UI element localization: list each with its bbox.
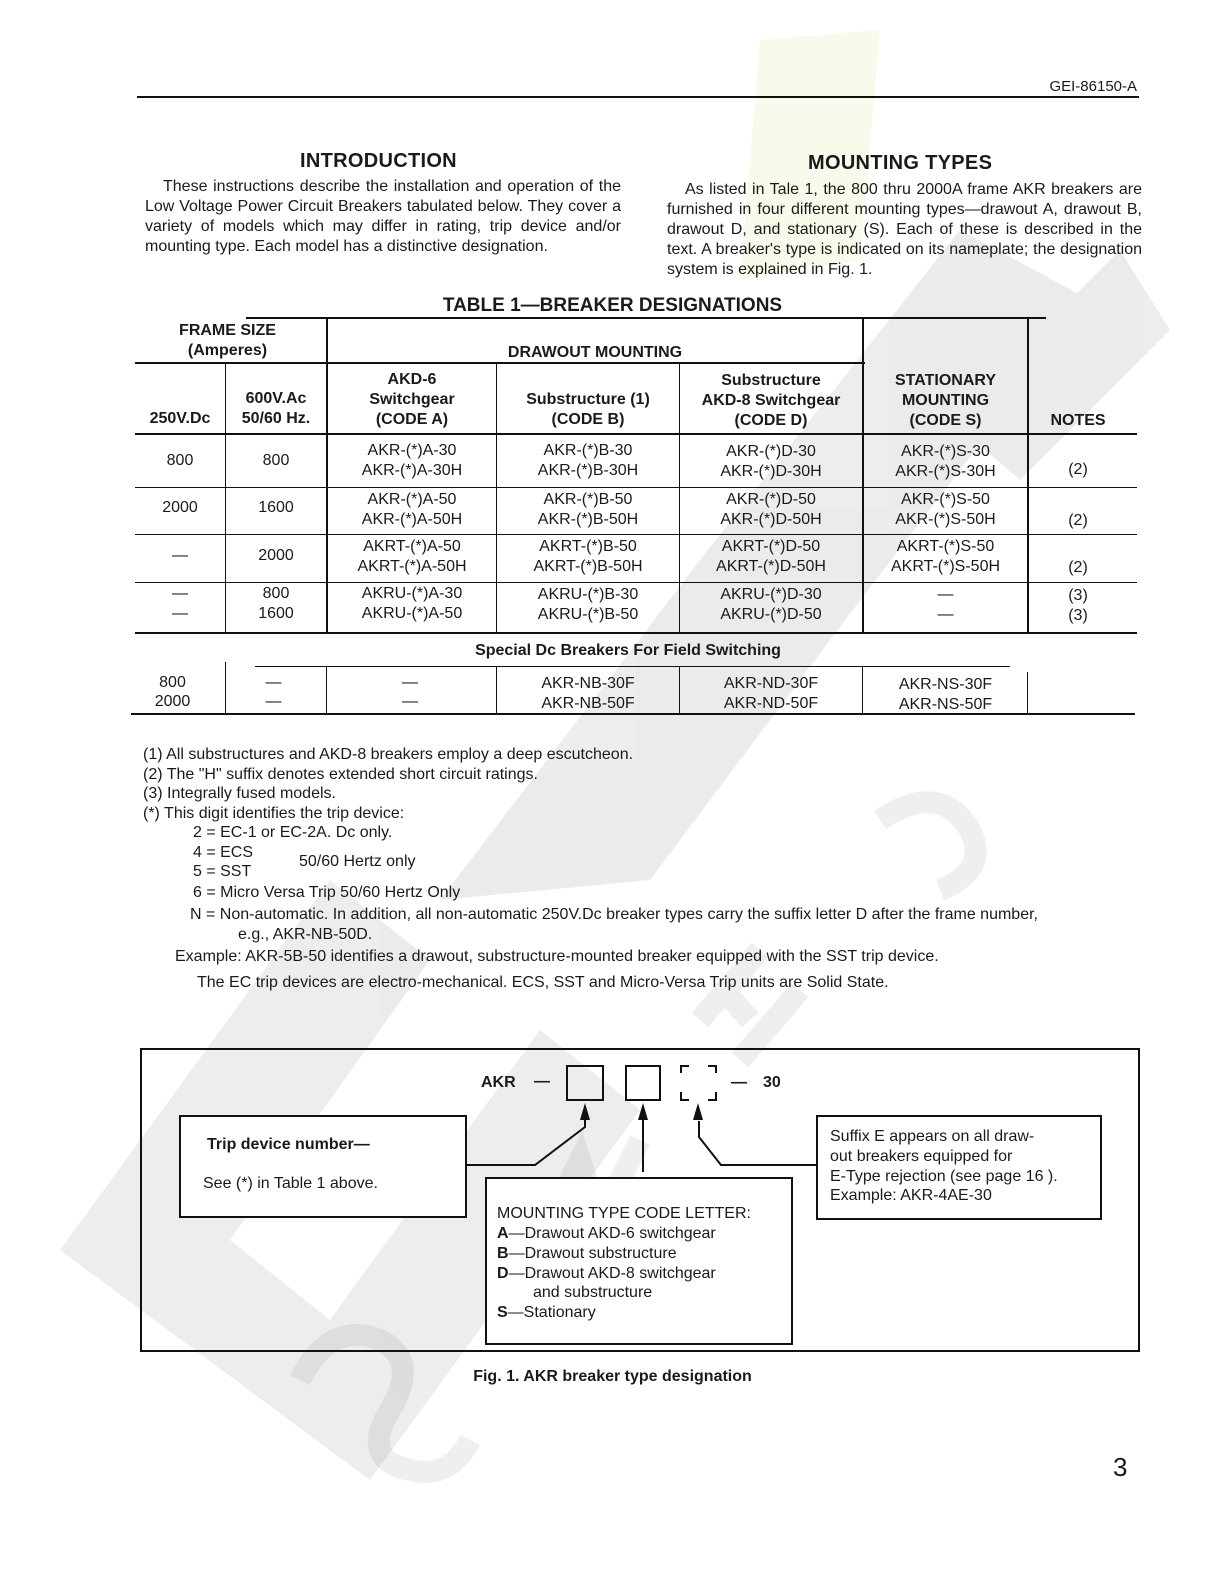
mounting-types-paragraph: As listed in Tale 1, the 800 thru 2000A frame AKR breakers are furnished in four different mounting types—drawout A, drawout B, drawout D, and stationary (S). Each of these is described in the text. A breaker's type is indicated on its nameplate; the designation system is explained in Fig. 1. <box>667 181 1142 278</box>
header-akd6-switchgear: Switchgear <box>369 391 455 408</box>
table-cell: — <box>172 605 188 622</box>
table-cell: AKR-NB-50F <box>541 695 635 712</box>
mounting-code-b: B—Drawout substructure <box>497 1245 677 1262</box>
trip-code-6: 6 = Micro Versa Trip 50/60 Hertz Only <box>193 883 461 901</box>
table-cell: AKR-(*)D-50 <box>726 491 816 508</box>
table-cell: 2000 <box>154 693 191 710</box>
trip-code-4-5-note: 50/60 Hertz only <box>299 852 416 870</box>
header-600vac: 600V.Ac <box>245 390 307 407</box>
mounting-code-d-cont: and substructure <box>533 1284 653 1301</box>
table-cell: AKR-(*)D-50H <box>720 511 822 528</box>
trip-code-5: 5 = SST <box>193 862 252 880</box>
trip-code-n: N = Non-automatic. In addition, all non-automatic 250V.Dc breaker types carry the suffix letter D after the frame number, <box>190 906 1038 923</box>
table-cell: AKR-ND-30F <box>723 675 819 692</box>
dash-separator: — <box>534 1073 550 1090</box>
table-cell: AKRU-(*)A-30 <box>361 585 463 602</box>
special-dc-title: Special Dc Breakers For Field Switching <box>475 642 781 659</box>
trip-device-title: Trip device number— <box>207 1136 370 1153</box>
header-code-d: (CODE D) <box>734 412 808 429</box>
note-1: (1) All substructures and AKD-8 breakers employ a deep escutcheon. <box>143 746 634 763</box>
table-cell: 800 <box>159 674 186 691</box>
header-notes: NOTES <box>1050 412 1106 429</box>
suffix-line-1: Suffix E appears on all draw- <box>830 1128 1035 1145</box>
table-cell: AKR-NB-30F <box>541 675 635 692</box>
table-cell: — <box>937 606 954 623</box>
table-cell: (3) <box>1068 607 1088 624</box>
header-substructure: Substructure (1) <box>526 391 650 408</box>
trip-code-n-example: e.g., AKR-NB-50D. <box>238 925 373 943</box>
header-akd6: AKD-6 <box>387 371 437 388</box>
document-number: GEI-86150-A <box>1049 78 1137 95</box>
table-cell: AKR-(*)S-50 <box>901 491 990 508</box>
table-cell: 2000 <box>162 499 198 516</box>
header-drawout-mounting: DRAWOUT MOUNTING <box>507 344 683 361</box>
note-3: (3) Integrally fused models. <box>143 785 336 802</box>
trip-code-4: 4 = ECS <box>193 843 254 861</box>
frame-code-box <box>567 1066 603 1100</box>
header-mounting: MOUNTING <box>901 392 990 409</box>
header-code-b: (CODE B) <box>551 411 625 428</box>
table-cell: — <box>172 585 188 602</box>
table-cell: AKR-(*)B-30H <box>537 462 639 479</box>
table-cell: (2) <box>1068 559 1088 576</box>
table-cell: AKR-(*)B-30 <box>543 442 633 459</box>
table-cell: AKR-(*)A-30H <box>361 462 463 479</box>
table-cell: (2) <box>1068 461 1088 478</box>
table-cell: 800 <box>166 452 194 469</box>
dash-separator: — <box>731 1074 747 1091</box>
table-cell: (3) <box>1068 587 1088 604</box>
mounting-code-a: A—Drawout AKD-6 switchgear <box>497 1225 716 1242</box>
trip-device-text: See (*) in Table 1 above. <box>203 1175 378 1192</box>
table-cell: AKR-(*)D-30H <box>720 463 822 480</box>
table-cell: AKR-(*)S-30 <box>901 443 990 460</box>
table-cell: AKRT-(*)B-50H <box>533 558 643 575</box>
introduction-heading: INTRODUCTION <box>300 150 457 172</box>
suffix-e-box <box>816 1115 1102 1220</box>
table-cell: AKRU-(*)D-50 <box>720 606 822 623</box>
table-cell: AKR-ND-50F <box>723 695 819 712</box>
figure-caption: Fig. 1. AKR breaker type designation <box>473 1368 752 1385</box>
trip-device-note: The EC trip devices are electro-mechanical. ECS, SST and Micro-Versa Trip units are Solid State. <box>197 973 889 991</box>
mounting-code-s: S—Stationary <box>497 1304 596 1321</box>
table-cell: AKR-(*)S-30H <box>895 463 996 480</box>
introduction-paragraph: These instructions describe the installation and operation of the Low Voltage Power Circuit Breakers tabulated below. They cover a variety of models which may differ in rating, trip device and/or mounting type. Each model has a distinctive designation. <box>145 178 621 255</box>
suffix-line-2: out breakers equipped for <box>830 1148 1013 1165</box>
table-cell: AKR-(*)A-30 <box>367 442 457 459</box>
designation-example: Example: AKR-5B-50 identifies a drawout, substructure-mounted breaker equipped with the SST trip device. <box>175 948 939 965</box>
table-cell: AKR-(*)A-50 <box>367 491 457 508</box>
table-cell: — <box>265 693 282 710</box>
trip-code-2: 2 = EC-1 or EC-2A. Dc only. <box>193 824 393 841</box>
table-cell: AKRU-(*)A-50 <box>361 605 463 622</box>
table-cell: — <box>402 693 418 710</box>
table-cell: AKR-NS-50F <box>898 696 993 713</box>
table-cell: AKRU-(*)D-30 <box>720 586 822 603</box>
table-cell: 1600 <box>258 605 294 622</box>
table-cell: AKRT-(*)S-50 <box>896 538 995 555</box>
suffix-code-box <box>681 1066 716 1100</box>
table-cell: AKR-(*)B-50 <box>543 491 633 508</box>
table-cell: AKRT-(*)B-50 <box>539 538 637 555</box>
table-cell: — <box>265 674 282 691</box>
table-cell: 1600 <box>258 499 294 516</box>
note-2: (2) The "H" suffix denotes extended short circuit ratings. <box>143 765 538 783</box>
suffix-line-4: Example: AKR-4AE-30 <box>830 1187 992 1204</box>
table-cell: AKRU-(*)B-30 <box>537 586 639 603</box>
table-cell: AKRT-(*)D-50H <box>716 558 826 575</box>
table-cell: AKRT-(*)A-50 <box>363 538 461 555</box>
header-code-a: (CODE A) <box>375 411 449 428</box>
table-cell: AKRT-(*)S-50H <box>890 558 1001 575</box>
header-50-60hz: 50/60 Hz. <box>241 410 311 427</box>
table-cell: (2) <box>1068 512 1088 529</box>
table-cell: AKR-(*)D-30 <box>726 443 816 460</box>
table-cell: AKR-(*)A-50H <box>361 511 463 528</box>
page-number: 3 <box>1113 1452 1128 1482</box>
table-cell: — <box>937 586 954 603</box>
frame-suffix-30: 30 <box>763 1074 781 1091</box>
table-cell: AKR-(*)B-50H <box>537 511 639 528</box>
header-amperes: (Amperes) <box>187 342 268 359</box>
arrow-icon <box>638 1103 648 1120</box>
arrow-icon <box>580 1103 590 1120</box>
header-akd8-substructure: Substructure <box>721 372 821 389</box>
table-cell: AKRU-(*)B-50 <box>537 606 639 623</box>
trip-device-box <box>179 1115 467 1218</box>
table-cell: AKR-NS-30F <box>898 676 993 693</box>
mounting-code-d: D—Drawout AKD-8 switchgear <box>497 1265 716 1282</box>
header-akd8-switchgear: AKD-8 Switchgear <box>701 392 841 409</box>
table-cell: 2000 <box>258 547 294 564</box>
table-cell: AKRT-(*)D-50 <box>721 538 821 555</box>
mounting-code-title: MOUNTING TYPE CODE LETTER: <box>497 1205 751 1222</box>
table-cell: AKR-(*)S-50H <box>895 511 996 528</box>
suffix-line-3: E-Type rejection (see page 16 ). <box>830 1168 1058 1185</box>
header-frame-size: FRAME SIZE <box>179 322 276 339</box>
akr-prefix: AKR <box>481 1074 516 1091</box>
mounting-code-box <box>626 1066 660 1100</box>
table-cell: AKRT-(*)A-50H <box>357 558 467 575</box>
table-cell: — <box>172 547 188 564</box>
mounting-types-heading: MOUNTING TYPES <box>808 152 993 174</box>
table-cell: — <box>402 674 418 691</box>
header-250vdc: 250V.Dc <box>149 410 211 427</box>
table-cell: 800 <box>262 585 290 602</box>
mounting-code-legend <box>485 1177 793 1345</box>
table-cell: 800 <box>262 452 290 469</box>
table-title: TABLE 1—BREAKER DESIGNATIONS <box>442 295 783 316</box>
arrow-icon <box>693 1103 703 1120</box>
header-code-s: (CODE S) <box>909 412 982 429</box>
header-stationary: STATIONARY <box>894 372 997 389</box>
note-trip-digit: (*) This digit identifies the trip device: <box>143 804 405 822</box>
